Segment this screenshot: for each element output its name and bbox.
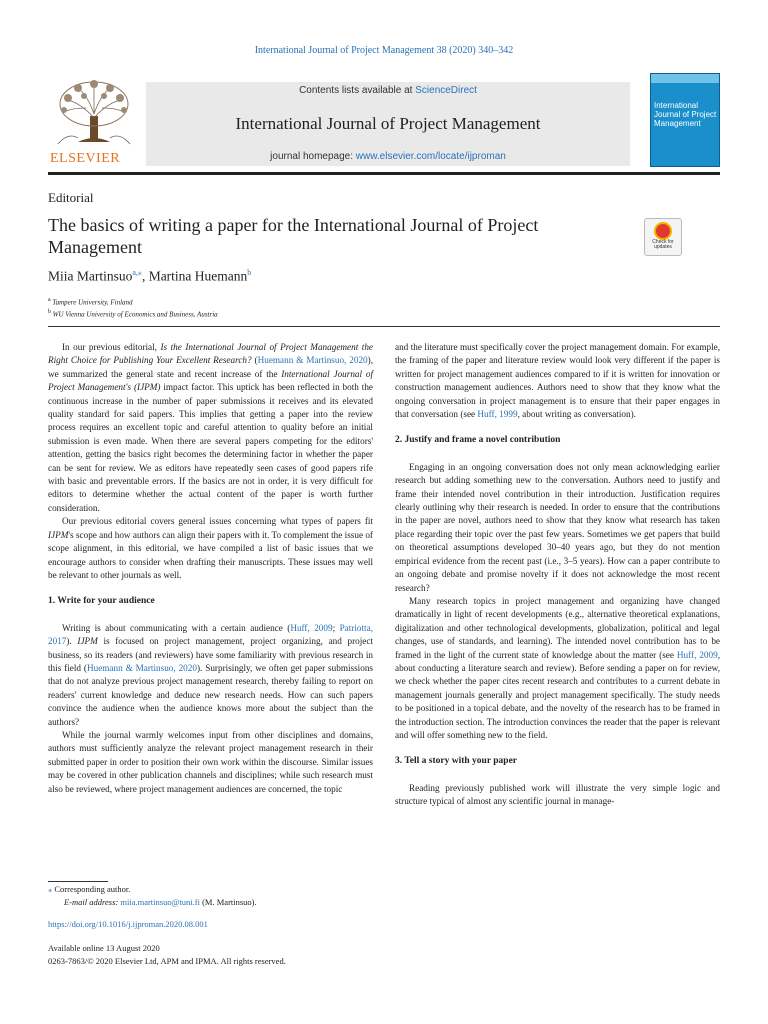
author-list <box>48 268 251 285</box>
check-for-updates-button[interactable] <box>644 218 682 256</box>
email-link[interactable]: miia.martinsuo@tuni.fi <box>120 897 200 907</box>
author-name[interactable]: Martina Huemann <box>148 268 248 284</box>
footnote-rule <box>48 881 108 882</box>
italic-run: Is the International Journal of Project Management the Right Choice for Publishing Your Excellent Research? <box>48 342 373 366</box>
email-note <box>48 896 257 909</box>
section-heading: 2. Justify and frame a novel contribution <box>395 435 561 446</box>
paragraph <box>48 622 373 729</box>
author-separator: , <box>141 268 149 284</box>
footnote-text: (M. Martinsuo). <box>199 897 257 907</box>
doi-link[interactable]: https://doi.org/10.1016/j.ijproman.2020.08.001 <box>48 919 208 929</box>
elsevier-tree-icon <box>48 78 140 150</box>
citation-link[interactable]: Huemann & Martinsuo, 2020 <box>86 662 197 673</box>
contents-line <box>146 85 630 96</box>
journal-band <box>146 82 630 166</box>
text-run: In our previous editorial, <box>62 342 161 352</box>
journal-name: International Journal of Project Management <box>235 114 541 133</box>
email-label: E-mail address: <box>64 897 121 907</box>
cover-top-strip <box>651 74 719 83</box>
journal-cover-thumbnail[interactable] <box>650 73 720 167</box>
affiliations <box>48 295 218 320</box>
paragraph <box>48 515 373 582</box>
text-run: ; <box>332 622 340 633</box>
article-type: Editorial <box>48 190 94 205</box>
text-run: , about conducting a literature search and review). Before sending a paper on for review, we check whether the paper cites recent research and contributes to a current debate in management journals generally and project management specifically. The study needs to be positioned in a topical debate, and the novelty of the research has to be framed in the introduction section. The introduction convinces the reader that the paper is relevant and will offer something new to the field. <box>395 649 720 740</box>
affiliation-b <box>48 307 218 319</box>
affiliation-marker: a <box>48 297 51 303</box>
paragraph: While the journal warmly welcomes input from other disciplines and domains, authors must sufficiently analyze the relevant project management research in their submitted paper in order to position their own work within the discourse. Similar issues may be covered in other publication channels and disciplines; while such research must also be reviewed, where project management audiences are concerned, the topic <box>48 729 373 794</box>
cover-title: International Journal of Project Management <box>654 101 717 128</box>
homepage-line <box>146 151 630 162</box>
author-affiliation-marker[interactable]: a,⁎ <box>132 268 142 277</box>
paragraph: Reading previously published work will illustrate the very simple logic and structure typical of almost any scientific journal in manage- <box>395 782 720 807</box>
masthead <box>48 78 720 170</box>
text-run: impact factor. This uptick has been reflected in both the continuous increase in the number of paper submissions it receives and its elevated quality standard for said papers. This implies that getting a paper into the review process requires an excellent topic and careful attention to quality before an initial submission is even made. When there are several papers competing for the editors' attention, getting the basics right becomes the determining factor in whether the paper can be sent for review. We as editors have repeatedly seen cases of good papers rife with basic and preventable errors. If the basics are not in order, it is very difficult for editors to determine whether the actual content of the paper is worth further consideration. <box>48 382 373 513</box>
article-title: The basics of writing a paper for the International Journal of Project Management <box>48 215 539 257</box>
author-affiliation-marker[interactable]: b <box>247 268 252 277</box>
text-run: ), we summarized the general state and recent increase of the <box>48 355 374 379</box>
body-column-left <box>48 341 373 796</box>
text-run: , about writing as conversation). <box>517 409 636 420</box>
section-heading: 3. Tell a story with your paper <box>395 756 518 767</box>
corresponding-author-note <box>48 883 257 896</box>
text-run: ( <box>251 355 258 366</box>
affiliation-marker: b <box>48 309 51 316</box>
affiliation-text: WU Vienna University of Economics and Business, Austria <box>52 310 218 319</box>
paragraph <box>395 341 720 421</box>
header-rule <box>48 172 720 175</box>
citation-link[interactable]: Huff, 2009 <box>676 649 718 660</box>
italic-run: IJPM <box>77 636 98 647</box>
italic-run: International Journal of Project Management's (IJPM) <box>48 368 373 393</box>
text-run: Many research topics in project management and organizing have changed dramatically in light of recent developments (e.g., alternative theoretical explanations, digitalization and other technological developments, globalization, political and legal changes, use of standards, and learning). The intended novel contribution has to be framed in the light of the current state of knowledge about the matter (see <box>395 595 720 660</box>
section-heading: 1. Write for your audience <box>48 596 155 607</box>
text-run: 's scope and how authors can align their papers with it. To complement the issue of scope alignment, in this editorial, we have compiled a list of basic issues that we encourage authors to consider when drafting their manuscripts. These issues may well be relevant to other journals as well. <box>48 529 373 580</box>
text-run: and the literature must specifically cover the project management domain. For example, the framing of the paper and literature review would look very different if the paper is written for project management audiences compared to if it is written for innovation or construction management audiences. Authors need to show that they know what the ongoing conversation in project management is to ensure that their paper engages in that conversation (see <box>395 342 720 420</box>
footnotes <box>48 883 257 909</box>
citation-link[interactable]: Huff, 1999 <box>477 409 518 420</box>
journal-citation[interactable]: International Journal of Project Management 38 (2020) 340–342 <box>254 45 514 56</box>
citation-link[interactable]: Huemann & Martinsuo, 2020 <box>257 355 368 366</box>
italic-run: IJPM <box>48 529 69 540</box>
homepage-link[interactable]: www.elsevier.com/locate/ijproman <box>355 151 506 162</box>
sciencedirect-link[interactable]: ScienceDirect <box>415 85 477 96</box>
affiliation-text: Tampere University, Finland <box>52 298 133 307</box>
citation-link[interactable]: Huff, 2009 <box>290 622 333 633</box>
body-rule <box>48 326 720 327</box>
homepage-prefix: journal homepage: <box>270 151 356 162</box>
check-updates-label: Check for updates <box>652 239 674 250</box>
footnote-text: Corresponding author. <box>52 884 131 894</box>
author-name[interactable]: Miia Martinsuo <box>48 268 133 284</box>
text-run: Our previous editorial covers general issues concerning what types of papers fit <box>62 516 373 527</box>
paragraph: Engaging in an ongoing conversation does not only mean acknowledging earlier research but adding something new to the conversation. Authors need to justify and frame their intended novel contribution in their introduction. Justification requires clearly outlining why their research is needed. In order to ensure that the contributions in the paper are novel, authors need to show that they know what research has taken place regarding their topic over the past few years. Sometimes we get papers that build on theoretical assumptions developed 30–40 years ago, but they do not mention empirical evidence from the recent past (i.e., 3–5 years). How can a paper contribute to an ongoing debate and promise novelty if it does not acknowledge the most recent research? <box>395 461 720 593</box>
footnote-marker: ⁎ <box>48 884 53 894</box>
text-run: ). <box>66 636 78 647</box>
body-column-right <box>395 341 720 809</box>
publication-info <box>48 942 286 968</box>
available-online: Available online 13 August 2020 <box>48 943 160 953</box>
citation-link[interactable]: Patriotta, 2017 <box>48 622 373 647</box>
paragraph <box>395 595 720 742</box>
text-run: is focused on project management, project organizing, and project business, so its readers (and reviewers) have some familiarity with previous research in this field ( <box>48 636 373 673</box>
copyright: 0263-7863/© 2020 Elsevier Ltd, APM and IPMA. All rights reserved. <box>48 956 286 966</box>
text-run: Writing is about communicating with a certain audience ( <box>62 622 291 633</box>
affiliation-a <box>48 295 218 307</box>
paragraph <box>48 341 373 515</box>
check-updates-icon <box>654 222 672 240</box>
text-run: ). Surprisingly, we often get paper submissions that do not analyze previous project management research, thereby failing to report on readers' current knowledge and deduce new research needs. How can such papers convince the audience when the audience knows more about the subject than the authors? <box>48 662 373 727</box>
elsevier-logo[interactable] <box>48 78 140 170</box>
elsevier-wordmark: ELSEVIER <box>50 151 121 166</box>
contents-prefix: Contents lists available at <box>299 85 416 96</box>
